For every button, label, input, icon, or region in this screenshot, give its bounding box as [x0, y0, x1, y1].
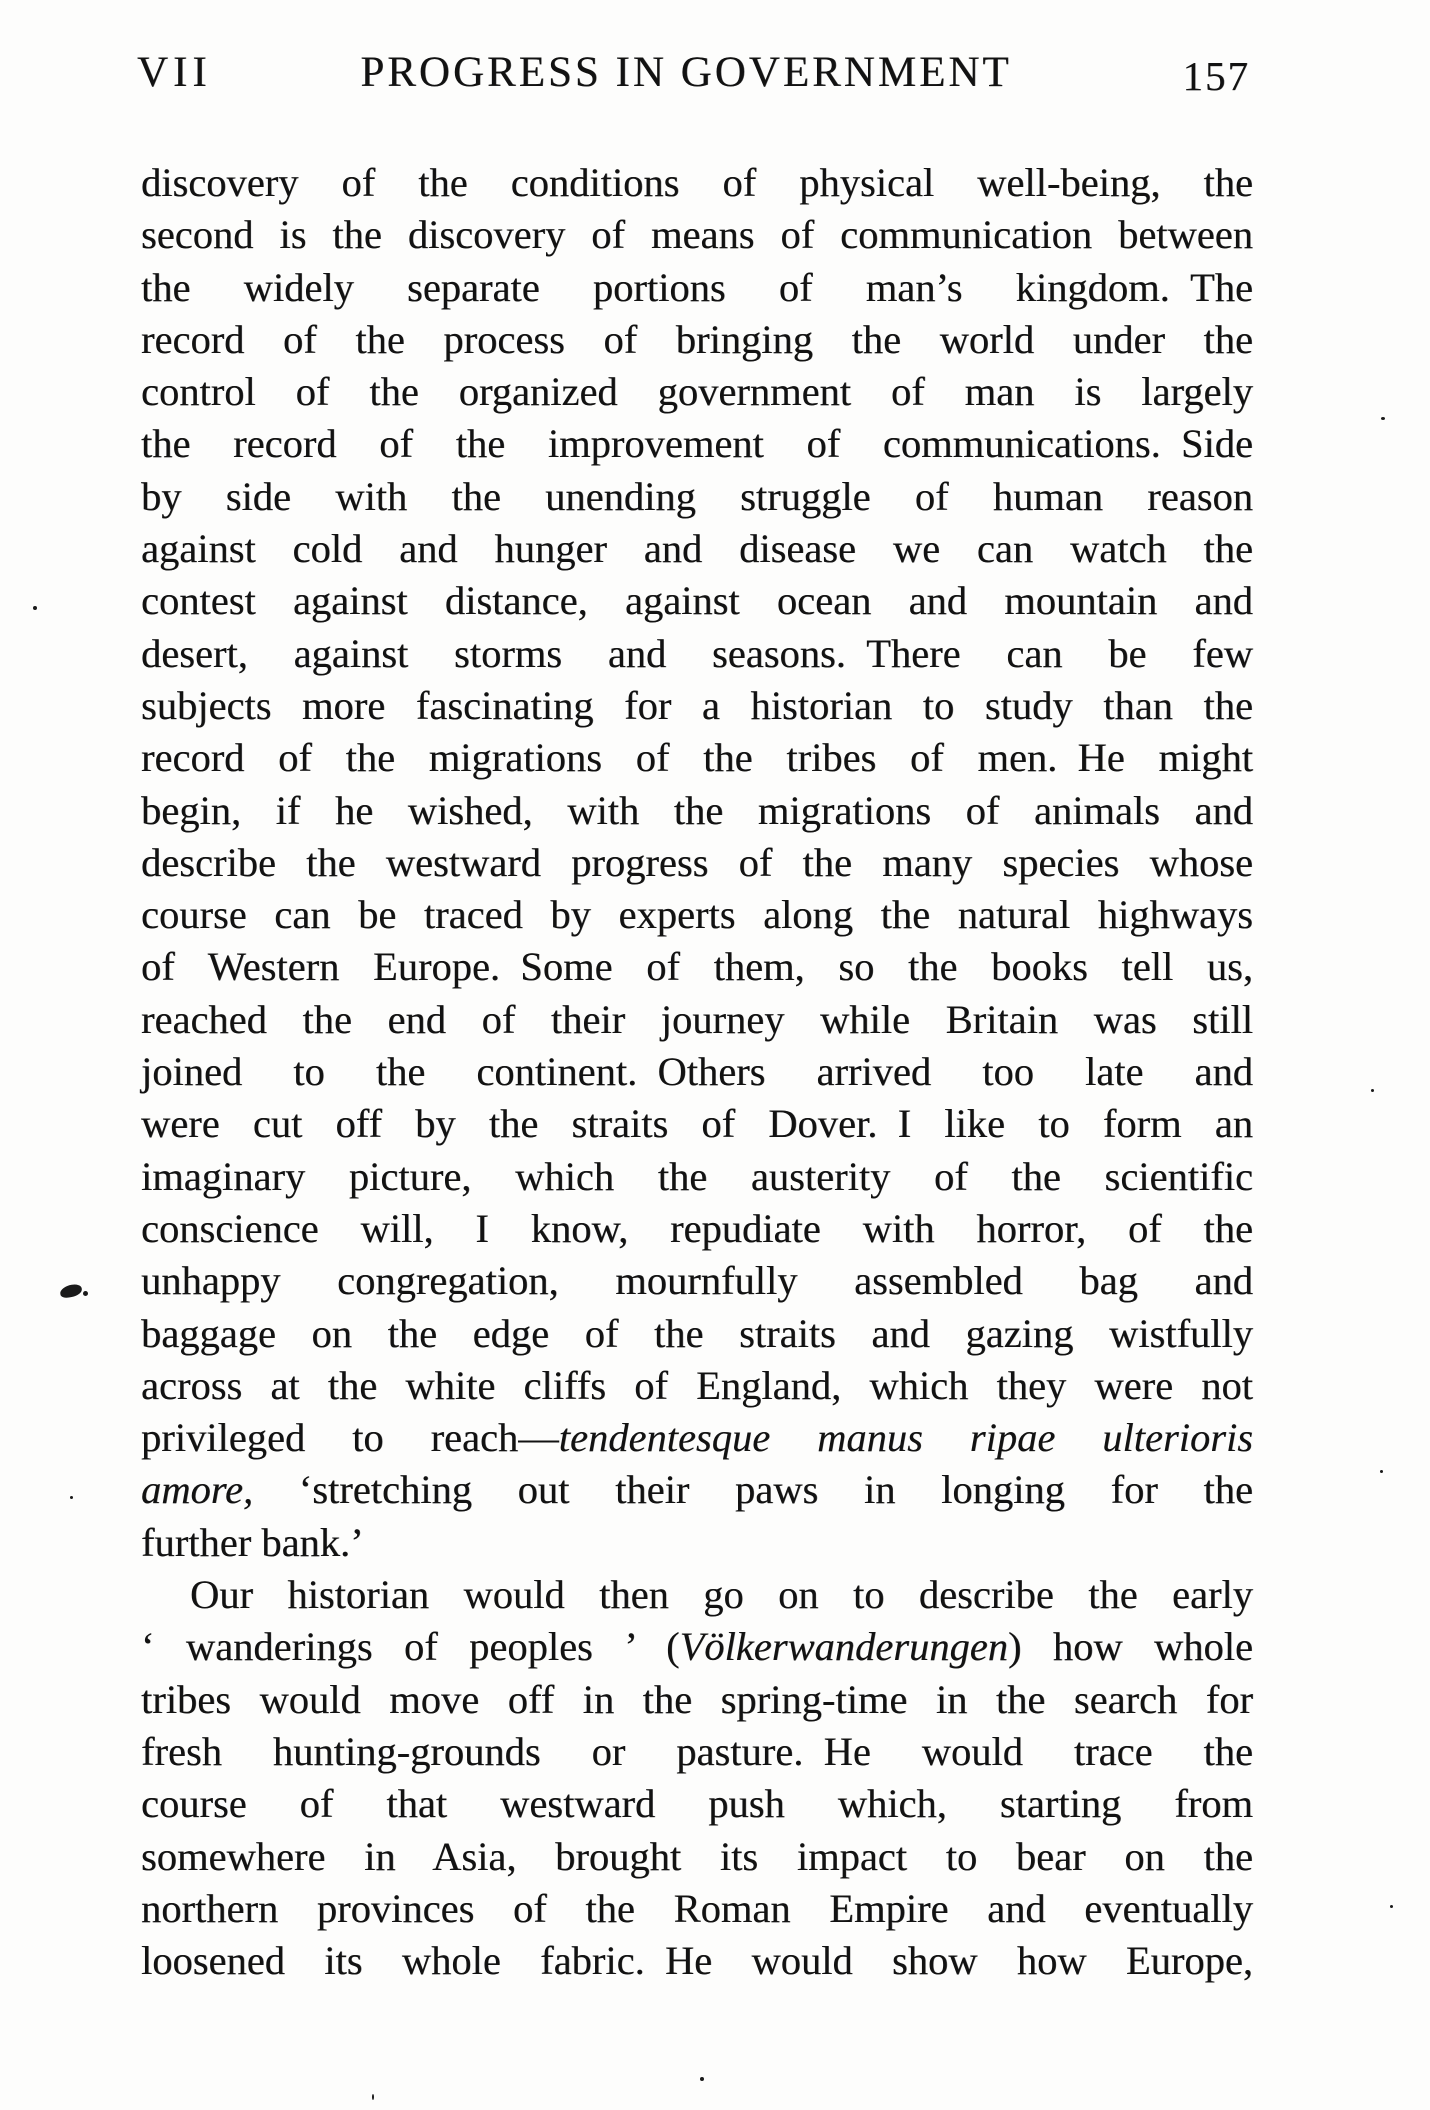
text-line: [141, 1935, 1253, 1987]
text-line: [141, 366, 1253, 418]
text-line: [141, 1098, 1253, 1150]
text-segment: somewhere in Asia, brought its impact to bear on the: [141, 1833, 1253, 1879]
text-line: [141, 157, 1253, 209]
text-segment: by side with the unending struggle of human reason: [141, 473, 1253, 519]
text-segment: ‘stretching out their paws in longing for the: [253, 1467, 1253, 1513]
text-segment: control of the organized government of man is largely: [141, 369, 1253, 415]
ink-speck: [700, 2077, 704, 2081]
text-line: [141, 1255, 1253, 1307]
text-segment: northern provinces of the Roman Empire and eventually: [141, 1885, 1253, 1931]
text-line: [141, 1360, 1253, 1412]
text-segment: baggage on the edge of the straits and gazing wistfully: [141, 1310, 1253, 1356]
text-line: [141, 1883, 1253, 1935]
ink-speck: [33, 606, 37, 610]
ink-speck: [1371, 1089, 1374, 1092]
text-block: [141, 157, 1253, 1987]
text-line: [141, 1046, 1253, 1098]
text-segment: conscience will, I know, repudiate with horror, of the: [141, 1205, 1253, 1251]
text-segment: ‘ wanderings of peoples ’ (: [141, 1624, 680, 1670]
text-line: [141, 1621, 1253, 1673]
text-line: [141, 1412, 1253, 1464]
text-line: [141, 575, 1253, 627]
ink-speck: [372, 2094, 374, 2100]
text-line: [141, 471, 1253, 523]
text-segment: Our historian would then go on to describe the early: [190, 1572, 1253, 1618]
text-line: [141, 418, 1253, 470]
text-segment: joined to the continent. Others arrived too late and: [141, 1049, 1253, 1095]
text-segment: the widely separate portions of man’s kingdom. The: [141, 264, 1253, 310]
text-line: [141, 1203, 1253, 1255]
text-line: [141, 1151, 1253, 1203]
text-line: [141, 680, 1253, 732]
text-segment: loosened its whole fabric. He would show how Europe,: [141, 1938, 1253, 1984]
text-segment: further bank.’: [141, 1519, 364, 1565]
text-line: [141, 1308, 1253, 1360]
text-segment: against cold and hunger and disease we can watch the: [141, 526, 1253, 572]
text-segment: the record of the improvement of communications. Side: [141, 421, 1253, 467]
text-segment: course of that westward push which, starting from: [141, 1781, 1253, 1827]
text-line: [141, 1726, 1253, 1778]
text-segment: subjects more fascinating for a historian to study than the: [141, 682, 1253, 728]
text-segment: fresh hunting-grounds or pasture. He would trace the: [141, 1728, 1253, 1774]
text-line: [141, 837, 1253, 889]
text-segment: second is the discovery of means of communication between: [141, 212, 1253, 258]
text-line: [141, 1831, 1253, 1883]
text-line: [141, 628, 1253, 680]
text-line: [141, 262, 1253, 314]
running-title: PROGRESS IN GOVERNMENT: [360, 49, 1012, 96]
text-segment: record of the migrations of the tribes of men. He might: [141, 735, 1253, 781]
text-line: [141, 1464, 1253, 1516]
text-segment: were cut off by the straits of Dover. I like to form an: [141, 1101, 1253, 1147]
ink-speck: [1390, 1905, 1393, 1908]
chapter-numeral: VII: [137, 49, 212, 96]
text-line: [141, 785, 1253, 837]
text-line: [141, 732, 1253, 784]
text-segment: record of the process of bringing the world under the: [141, 316, 1253, 362]
ink-speck: [1381, 417, 1385, 420]
ink-speck: [70, 1496, 73, 1499]
text-segment: unhappy congregation, mournfully assembled bag and: [141, 1258, 1253, 1304]
ink-blob: [59, 1283, 83, 1299]
italic-text-segment: amore,: [141, 1467, 254, 1513]
text-segment: across at the white cliffs of England, which they were not: [141, 1362, 1253, 1408]
text-segment: contest against distance, against ocean and mountain and: [141, 578, 1253, 624]
text-segment: imaginary picture, which the austerity of the scientific: [141, 1153, 1253, 1199]
text-line: [141, 941, 1253, 993]
text-line: [141, 523, 1253, 575]
text-segment: begin, if he wished, with the migrations of animals and: [141, 787, 1253, 833]
ink-speck: [83, 1291, 88, 1296]
text-line: [141, 1674, 1253, 1726]
italic-text-segment: Völkerwanderungen: [679, 1624, 1008, 1670]
text-segment: tribes would move off in the spring-time in the search for: [141, 1676, 1253, 1722]
text-line: [141, 314, 1253, 366]
text-segment: privileged to reach—: [141, 1415, 559, 1461]
text-line: [141, 994, 1253, 1046]
text-segment: ) how whole: [1008, 1624, 1253, 1670]
ink-speck: [1380, 1470, 1383, 1473]
text-line: [141, 889, 1253, 941]
text-line: [141, 1778, 1253, 1830]
text-segment: course can be traced by experts along the natural highways: [141, 892, 1253, 938]
text-line: [141, 209, 1253, 261]
text-line: [141, 1517, 1253, 1569]
text-segment: reached the end of their journey while Britain was still: [141, 996, 1253, 1042]
text-segment: describe the westward progress of the many species whose: [141, 839, 1253, 885]
text-line: [141, 1569, 1253, 1621]
text-segment: of Western Europe. Some of them, so the books tell us,: [141, 944, 1253, 990]
text-segment: discovery of the conditions of physical well-being, the: [141, 160, 1253, 205]
italic-text-segment: tendentesque manus ripae ulterioris: [558, 1415, 1253, 1461]
text-segment: desert, against storms and seasons. There can be few: [141, 630, 1253, 676]
page-number: 157: [1182, 53, 1250, 99]
